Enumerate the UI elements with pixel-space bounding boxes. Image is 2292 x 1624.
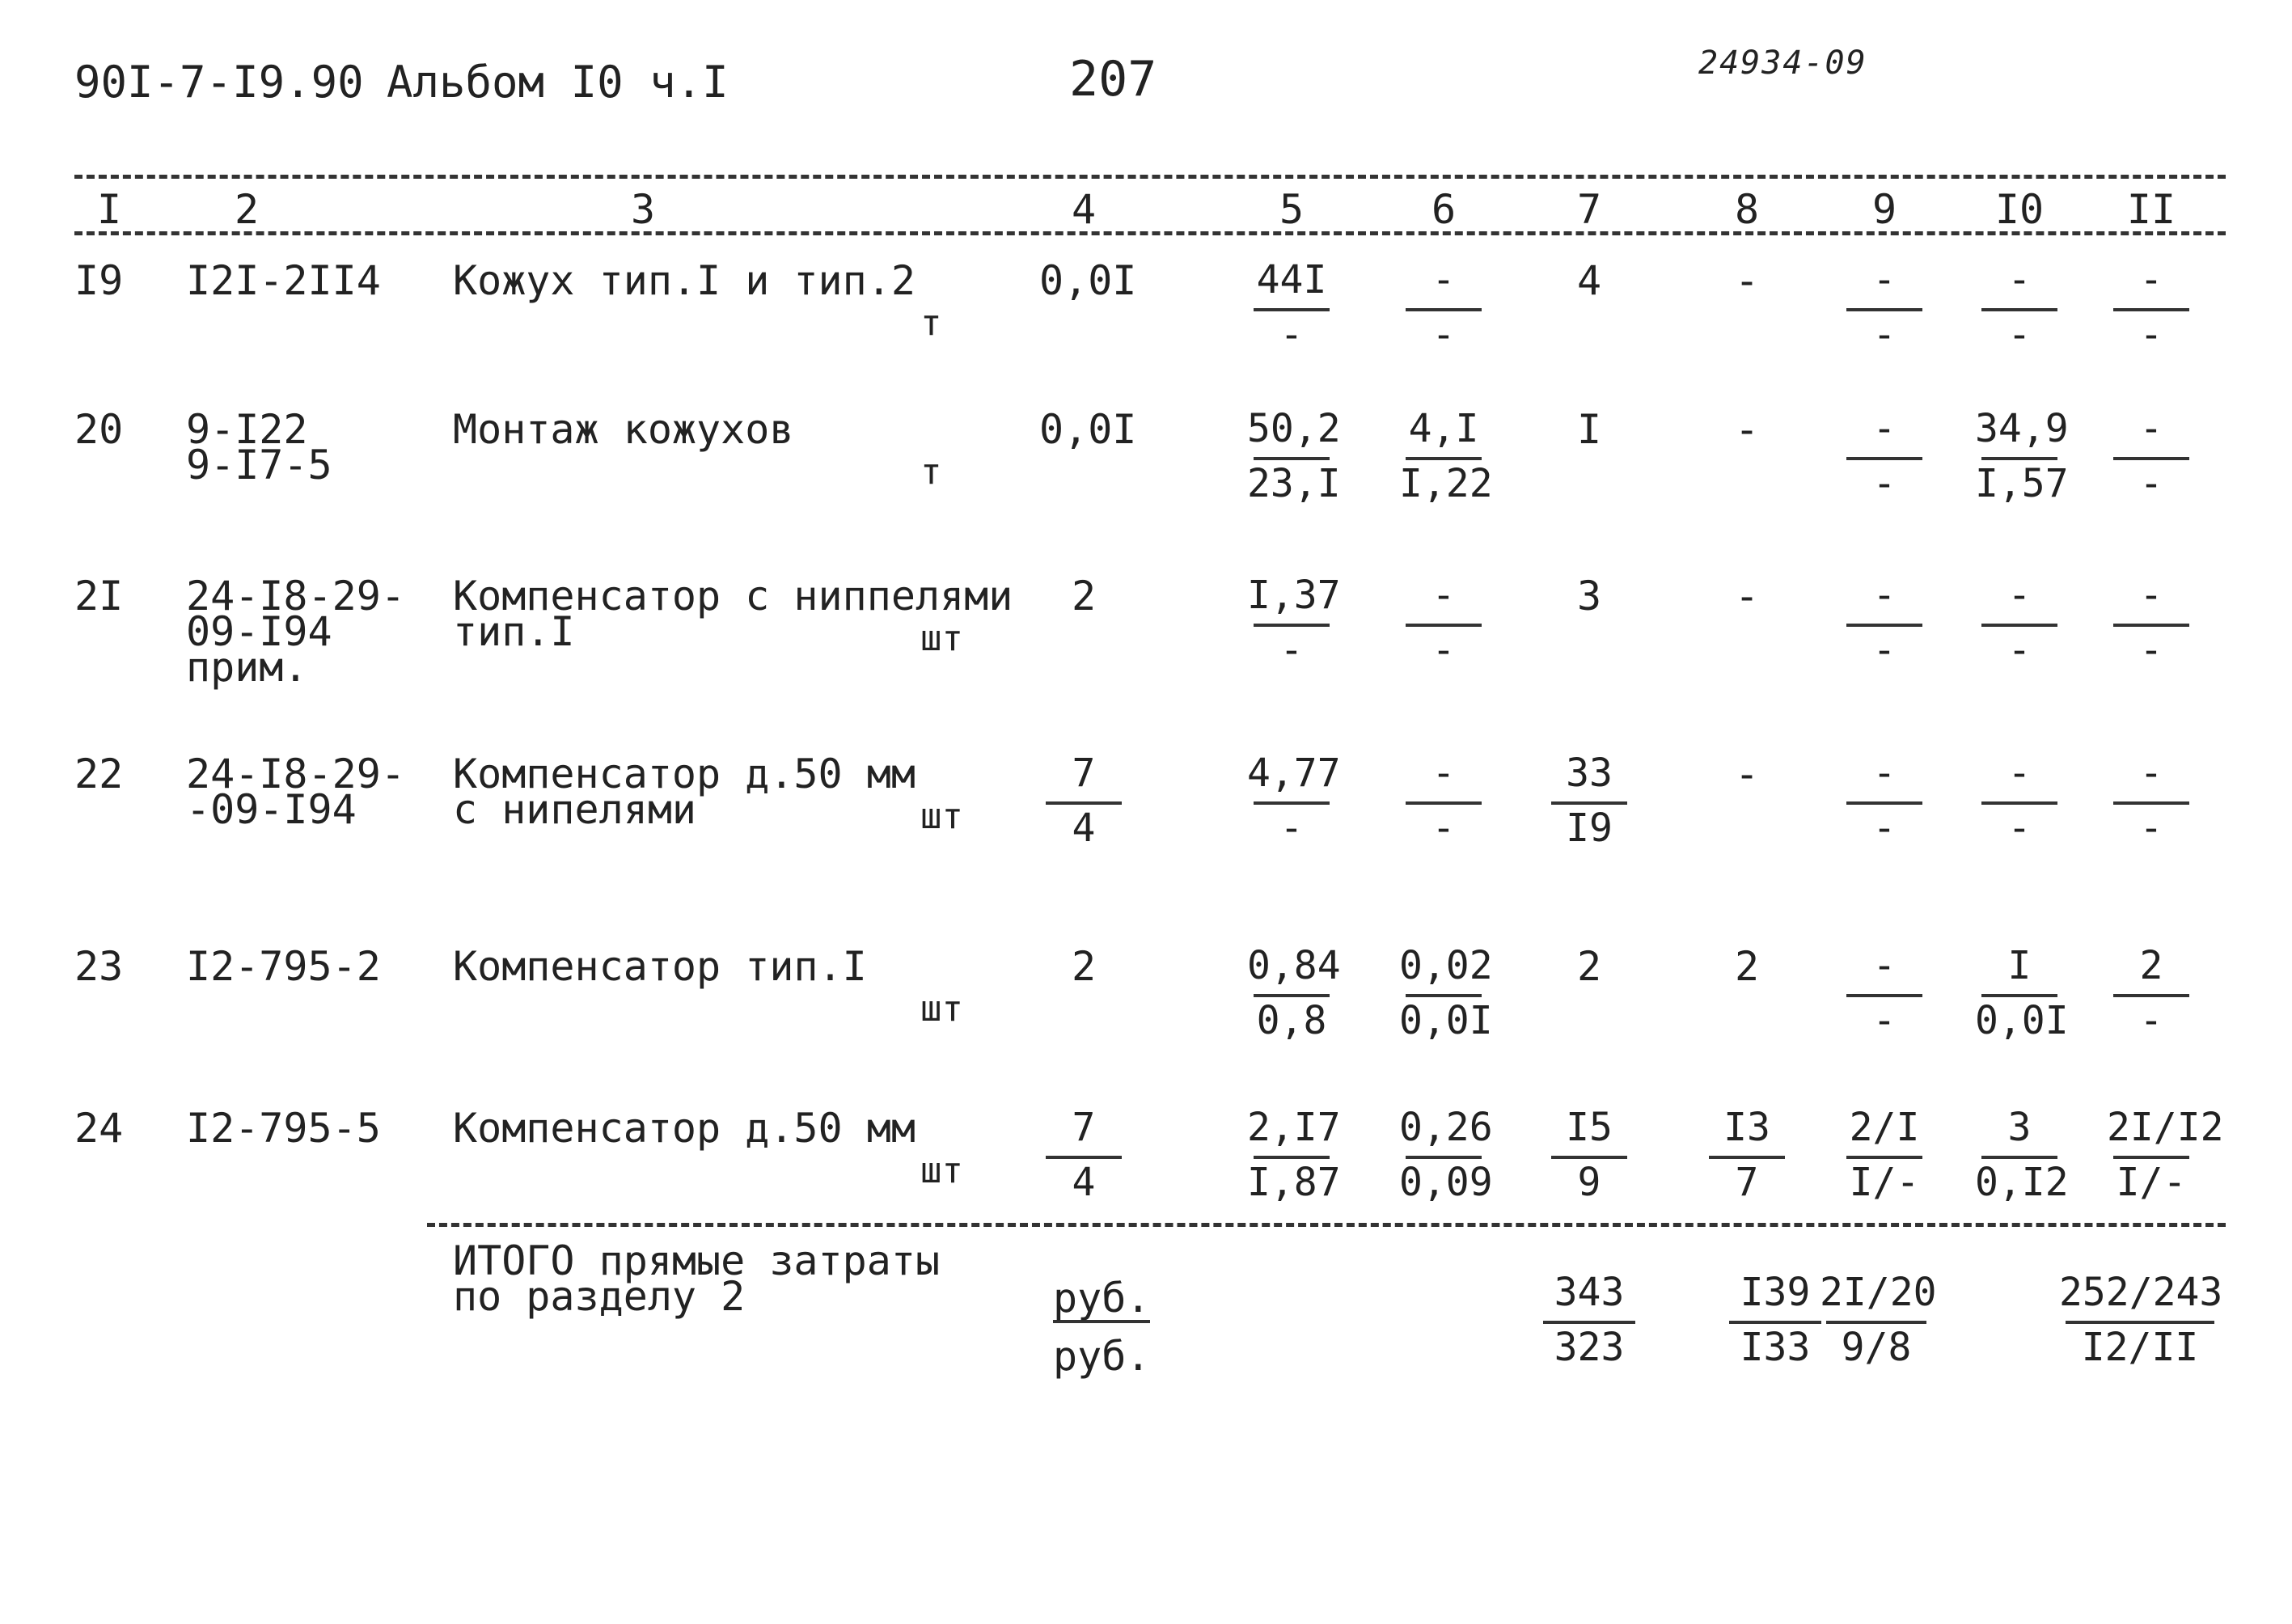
fraction-bar (2113, 1156, 2189, 1159)
cell-c9 (1840, 1105, 1929, 1208)
fraction-numerator: I,37 (1247, 573, 1341, 618)
fraction-denominator: - (1279, 312, 1304, 357)
fraction-denominator: I/- (2116, 1160, 2187, 1205)
fraction-numerator: 34,9 (1975, 406, 2069, 451)
header-rule-bottom (74, 231, 2226, 235)
cell-c4: 0,0I (1039, 257, 1137, 304)
fraction-bar (1406, 801, 1482, 805)
fraction-bar (1709, 1156, 1785, 1159)
fraction-denominator: 7 (1735, 1160, 1759, 1205)
total-unit-top: руб. (1053, 1275, 1151, 1322)
fraction-denominator: I2/II (2081, 1325, 2199, 1370)
fraction-denominator: - (1431, 312, 1456, 357)
fraction-numerator: 4,I (1408, 406, 1479, 451)
cell-c11 (2107, 1105, 2224, 1208)
fraction-numerator: - (2139, 257, 2163, 302)
fraction-numerator: - (2139, 751, 2163, 796)
row-name: Компенсатор тип.I (453, 943, 867, 990)
fraction-bar (1254, 457, 1330, 460)
cell-c9 (1840, 573, 1929, 676)
fraction-bar (1846, 994, 1922, 997)
fraction-denominator: 0,I2 (1975, 1160, 2069, 1205)
row-number: 2I (74, 573, 124, 620)
column-number: I (96, 186, 122, 233)
cell-c11 (2107, 573, 2196, 676)
row-code: I2-795-2 (186, 943, 381, 990)
fraction-numerator: - (2139, 573, 2163, 618)
fraction-denominator: 9/8 (1841, 1325, 1912, 1370)
cell-c8: - (1734, 257, 1760, 304)
fraction-numerator: - (1872, 943, 1897, 988)
fraction-bar (2113, 994, 2189, 997)
fraction-denominator: - (2139, 628, 2163, 673)
fraction-denominator: - (2007, 806, 2032, 851)
fraction-denominator: 4 (1072, 806, 1096, 851)
column-number: II (2126, 186, 2176, 233)
cell-c5 (1247, 257, 1336, 361)
fraction-numerator: 0,02 (1399, 943, 1493, 988)
fraction-numerator: I39 (1740, 1270, 1811, 1315)
fraction-numerator: - (1431, 751, 1456, 796)
fraction-numerator: I (2007, 943, 2032, 988)
cell-c11 (2107, 406, 2196, 510)
fraction-numerator: 44I (1256, 257, 1327, 302)
fraction-bar (2066, 1321, 2214, 1324)
fraction-denominator: 0,0I (1399, 998, 1493, 1043)
fraction-denominator: I,22 (1399, 461, 1493, 506)
fraction-bar (2113, 457, 2189, 460)
cell-c7: 3 (1576, 573, 1602, 620)
column-number: 6 (1431, 186, 1457, 233)
row-unit: шт (920, 1150, 963, 1191)
fraction-numerator: 33 (1566, 751, 1613, 796)
fraction-bar (1406, 624, 1482, 627)
cell-c7: I (1576, 406, 1602, 453)
cell-c4: 0,0I (1039, 406, 1137, 453)
fraction-bar (1254, 308, 1330, 311)
row-name: с нипелями (453, 786, 697, 833)
fraction-numerator: - (2139, 406, 2163, 451)
fraction-numerator: 7 (1072, 751, 1096, 796)
fraction-bar (1254, 624, 1330, 627)
fraction-bar (1846, 457, 1922, 460)
cell-c4 (1039, 751, 1128, 854)
fraction-bar (1846, 308, 1922, 311)
row-name: тип.I (453, 608, 575, 655)
row-number: 24 (74, 1105, 124, 1152)
fraction-bar (1254, 994, 1330, 997)
fraction-denominator: - (1279, 628, 1304, 673)
total-label: по разделу 2 (453, 1273, 746, 1320)
fraction-bar (1254, 1156, 1330, 1159)
fraction-denominator: I,57 (1975, 461, 2069, 506)
column-number: 7 (1576, 186, 1602, 233)
cell-c8: - (1734, 406, 1760, 453)
row-code: 24-I8-29- (186, 751, 405, 797)
row-name: Компенсатор с ниппелями (453, 573, 1013, 620)
cell-c9 (1840, 406, 1929, 510)
fraction-bar (1846, 624, 1922, 627)
fraction-bar (1981, 624, 2057, 627)
cell-c6 (1399, 406, 1493, 510)
row-unit: т (920, 451, 942, 493)
row-number: 22 (74, 751, 124, 797)
fraction-denominator: - (2007, 312, 2032, 357)
archive-stamp: 24934-09 (1698, 44, 1867, 82)
fraction-bar (1406, 308, 1482, 311)
column-number: I0 (1994, 186, 2045, 233)
fraction-numerator: - (2007, 573, 2032, 618)
cell-c8: 2 (1734, 943, 1760, 990)
cell-c5 (1247, 573, 1341, 676)
row-number: 23 (74, 943, 124, 990)
total-cell-c9 (1820, 1270, 1937, 1373)
row-name: Монтаж кожухов (453, 406, 794, 453)
fraction-bar (1543, 1321, 1635, 1324)
fraction-denominator: 9 (1577, 1160, 1601, 1205)
row-code: 24-I8-29- (186, 573, 405, 620)
fraction-denominator: - (1872, 312, 1897, 357)
column-number: 4 (1071, 186, 1097, 233)
cell-c8 (1702, 1105, 1791, 1208)
fraction-denominator: - (2007, 628, 2032, 673)
fraction-bar (1981, 1156, 2057, 1159)
cell-c9 (1840, 943, 1929, 1047)
cell-c7 (1545, 1105, 1634, 1208)
fraction-numerator: 2 (2139, 943, 2163, 988)
cell-c4: 2 (1071, 573, 1097, 620)
cell-c5 (1247, 943, 1341, 1047)
fraction-denominator: - (1431, 628, 1456, 673)
fraction-denominator: - (1279, 806, 1304, 851)
cell-c5 (1247, 1105, 1341, 1208)
cell-c10 (1975, 257, 2064, 361)
fraction-bar (1981, 994, 2057, 997)
page-number: 207 (1069, 51, 1157, 108)
cell-c4 (1039, 1105, 1128, 1208)
column-number: 5 (1279, 186, 1305, 233)
fraction-denominator: - (1872, 628, 1897, 673)
fraction-bar (1846, 1156, 1922, 1159)
cell-c7: 4 (1576, 257, 1602, 304)
fraction-denominator: - (2139, 312, 2163, 357)
row-code: 09-I94 (186, 608, 332, 655)
fraction-numerator: 343 (1554, 1270, 1625, 1315)
cell-c10 (1975, 406, 2069, 510)
fraction-numerator: - (1872, 751, 1897, 796)
fraction-numerator: 2I/I2 (2107, 1105, 2224, 1150)
row-name: Кожух тип.I и тип.2 (453, 257, 916, 304)
header-rule-top (74, 175, 2226, 179)
cell-c6 (1399, 751, 1488, 854)
fraction-bar (2113, 801, 2189, 805)
cell-c10 (1975, 751, 2064, 854)
cell-c10 (1975, 573, 2064, 676)
fraction-numerator: 4,77 (1247, 751, 1341, 796)
fraction-denominator: - (2139, 461, 2163, 506)
cell-c7 (1545, 751, 1634, 854)
cell-c6 (1399, 573, 1488, 676)
fraction-numerator: - (1431, 573, 1456, 618)
total-rule (427, 1223, 2226, 1227)
fraction-bar (2113, 308, 2189, 311)
column-number: 9 (1871, 186, 1897, 233)
fraction-denominator: - (2139, 998, 2163, 1043)
fraction-denominator: I,87 (1247, 1160, 1341, 1205)
row-number: 20 (74, 406, 124, 453)
fraction-numerator: 2/I (1849, 1105, 1920, 1150)
fraction-denominator: I/- (1849, 1160, 1920, 1205)
album-label: Альбом I0 ч.I (387, 57, 729, 108)
cell-c5 (1247, 406, 1341, 510)
cell-c11 (2107, 943, 2196, 1047)
fraction-numerator: - (1872, 406, 1897, 451)
fraction-numerator: - (1872, 573, 1897, 618)
fraction-denominator: - (2139, 806, 2163, 851)
fraction-bar (1254, 801, 1330, 805)
fraction-numerator: 0,84 (1247, 943, 1341, 988)
fraction-numerator: I3 (1723, 1105, 1770, 1150)
fraction-numerator: 3 (2007, 1105, 2032, 1150)
fraction-denominator: I9 (1566, 806, 1613, 851)
cell-c6 (1399, 943, 1493, 1047)
fraction-numerator: 2,I7 (1247, 1105, 1341, 1150)
fraction-bar (1551, 801, 1627, 805)
fraction-bar (1406, 457, 1482, 460)
fraction-numerator: - (2007, 751, 2032, 796)
fraction-bar (1406, 994, 1482, 997)
cell-c10 (1975, 1105, 2069, 1208)
row-unit: шт (920, 796, 963, 837)
fraction-denominator: I33 (1740, 1325, 1811, 1370)
row-code: 9-I22 (186, 406, 308, 453)
fraction-numerator: I5 (1566, 1105, 1613, 1150)
total-unit-bottom: руб. (1053, 1333, 1151, 1380)
fraction-denominator: 0,09 (1399, 1160, 1493, 1205)
fraction-denominator: 23,I (1247, 461, 1341, 506)
fraction-bar (1406, 1156, 1482, 1159)
fraction-numerator: 2I/20 (1820, 1270, 1937, 1315)
fraction-bar (1846, 801, 1922, 805)
fraction-bar (1046, 1156, 1122, 1159)
cell-c9 (1840, 257, 1929, 361)
cell-c11 (2107, 257, 2196, 361)
fraction-numerator: 0,26 (1399, 1105, 1493, 1150)
cell-c10 (1975, 943, 2069, 1047)
cell-c5 (1247, 751, 1341, 854)
cell-c8: - (1734, 751, 1760, 797)
fraction-denominator: - (1431, 806, 1456, 851)
row-number: I9 (74, 257, 124, 304)
fraction-denominator: 0,8 (1256, 998, 1327, 1043)
row-unit: шт (920, 618, 963, 659)
total-cell-c11 (2059, 1270, 2223, 1373)
fraction-numerator: 50,2 (1247, 406, 1341, 451)
fraction-bar (1981, 457, 2057, 460)
row-code: -09-I94 (186, 786, 357, 833)
fraction-bar (2113, 624, 2189, 627)
column-number: 2 (234, 186, 260, 233)
cell-c11 (2107, 751, 2196, 854)
row-name: Компенсатор д.50 мм (453, 1105, 916, 1152)
row-name: Компенсатор д.50 мм (453, 751, 916, 797)
fraction-numerator: - (1872, 257, 1897, 302)
fraction-numerator: - (1431, 257, 1456, 302)
row-unit: т (920, 302, 942, 344)
row-code: I2-795-5 (186, 1105, 381, 1152)
cell-c7: 2 (1576, 943, 1602, 990)
cell-c9 (1840, 751, 1929, 854)
cell-c8: - (1734, 573, 1760, 620)
row-code: I2I-2II4 (186, 257, 381, 304)
fraction-denominator: - (1872, 806, 1897, 851)
fraction-denominator: 323 (1554, 1325, 1625, 1370)
column-number: 3 (630, 186, 656, 233)
column-number: 8 (1734, 186, 1760, 233)
cell-c4: 2 (1071, 943, 1097, 990)
fraction-denominator: - (1872, 998, 1897, 1043)
total-cell-c8 (1723, 1270, 1828, 1373)
row-code: прим. (186, 644, 308, 691)
fraction-bar (1046, 801, 1122, 805)
doc-code: 90I-7-I9.90 (74, 57, 364, 108)
cell-c6 (1399, 1105, 1493, 1208)
total-cell-c7 (1537, 1270, 1642, 1373)
fraction-bar (1981, 801, 2057, 805)
fraction-denominator: 4 (1072, 1160, 1096, 1205)
fraction-numerator: - (2007, 257, 2032, 302)
total-label: ИТОГО прямые затраты (453, 1237, 941, 1284)
fraction-denominator: - (1872, 461, 1897, 506)
fraction-bar (1981, 308, 2057, 311)
fraction-bar (1729, 1321, 1821, 1324)
fraction-numerator: 252/243 (2059, 1270, 2223, 1315)
fraction-bar (1551, 1156, 1627, 1159)
fraction-bar (1826, 1321, 1926, 1324)
fraction-denominator: 0,0I (1975, 998, 2069, 1043)
row-code: 9-I7-5 (186, 442, 332, 488)
row-unit: шт (920, 988, 963, 1030)
fraction-numerator: 7 (1072, 1105, 1096, 1150)
cell-c6 (1399, 257, 1488, 361)
